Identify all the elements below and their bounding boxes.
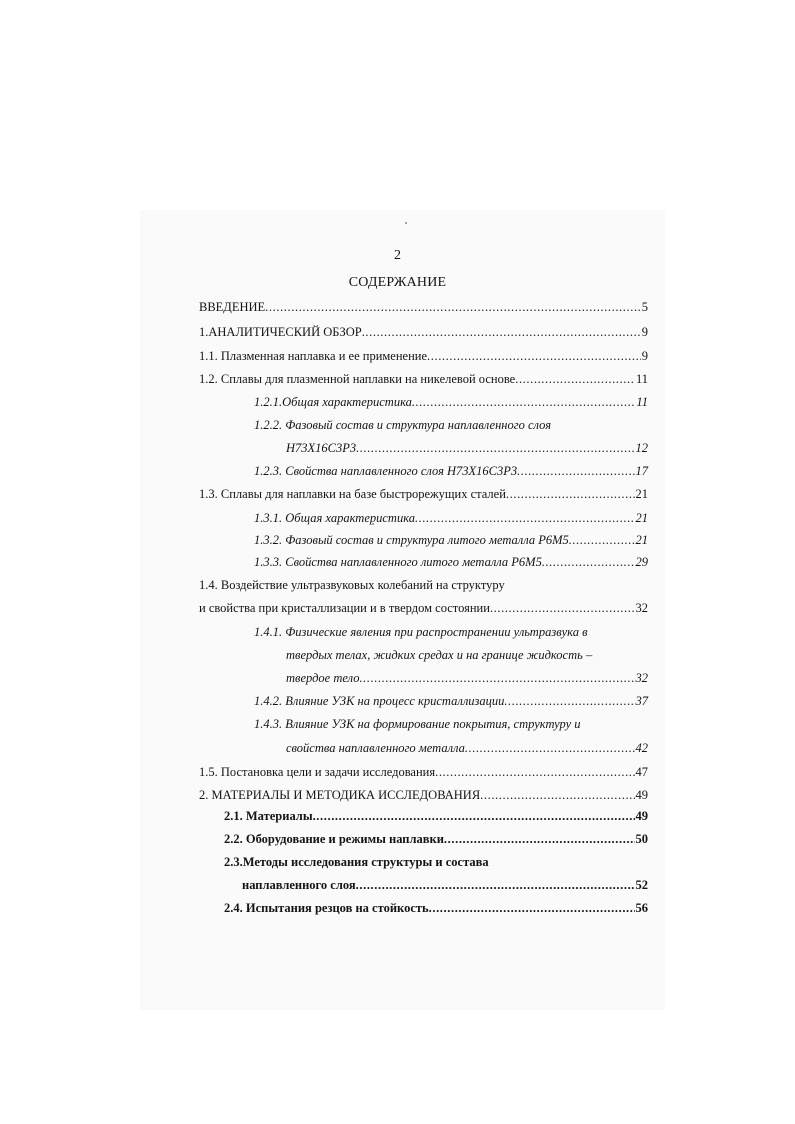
- toc-page: 21: [635, 511, 648, 525]
- toc-entry-1-2-2-line1: 1.2.2. Фазовый состав и структура наплавленного слоя: [254, 418, 552, 432]
- toc-entry-1-4-line1: 1.4. Воздействие ультразвуковых колебаний на структуру: [199, 578, 505, 592]
- toc-entry-1-3-3: [254, 552, 648, 572]
- toc-entry-2-2: [224, 829, 648, 849]
- toc-label: 1.2.1.Общая характеристика: [254, 395, 412, 409]
- toc-page: 12: [635, 441, 648, 455]
- dot-leader: [359, 668, 634, 688]
- dot-leader: [506, 484, 635, 504]
- toc-entry-1-4-3-line1: 1.4.3. Влияние УЗК на формирование покрытия, структуру и: [254, 717, 581, 731]
- dot-leader: [356, 875, 635, 895]
- toc-entry-1-3-2: [254, 530, 648, 550]
- dot-leader: [569, 530, 635, 550]
- toc-page: 5: [641, 300, 648, 314]
- dot-leader: [313, 806, 635, 826]
- dot-leader: [444, 829, 635, 849]
- dot-leader: [480, 785, 634, 805]
- toc-entry-1-4-1-line2: твердых телах, жидких средах и на границе жидкость –: [286, 648, 593, 662]
- toc-label: и свойства при кристаллизации и в твердом состоянии: [199, 601, 490, 615]
- page-number: 2: [394, 248, 401, 263]
- dot-leader: [504, 691, 634, 711]
- toc-entry-1-2-3: [254, 461, 648, 481]
- toc-label: ВВЕДЕНИЕ: [199, 300, 266, 314]
- toc-entry-2: [199, 785, 648, 805]
- toc-page: 11: [636, 395, 648, 409]
- toc-entry-introduction: [199, 297, 648, 317]
- toc-entry-1-4-2: [254, 691, 648, 711]
- toc-page: 37: [635, 694, 648, 708]
- toc-page: 52: [635, 878, 648, 892]
- toc-label: наплавленного слоя: [242, 878, 356, 892]
- toc-entry-1-4-1: [286, 668, 648, 688]
- toc-label: твердое тело: [286, 671, 360, 685]
- toc-page: 49: [635, 788, 648, 802]
- dot-leader: [490, 598, 635, 618]
- toc-page: 17: [635, 464, 648, 478]
- toc-label: 1.5. Постановка цели и задачи исследования: [199, 765, 436, 779]
- toc-entry-1-4: [199, 598, 648, 618]
- toc-label: 1.3. Сплавы для наплавки на базе быстрорежущих сталей: [199, 487, 506, 501]
- dot-leader: [265, 297, 641, 317]
- toc-label: свойства наплавленного металла: [286, 741, 465, 755]
- toc-page: 32: [635, 671, 648, 685]
- toc-label: 2.2. Оборудование и режимы наплавки: [224, 832, 444, 846]
- toc-label: 1.2.3. Свойства наплавленного слоя Н73Х16С3Р3: [254, 464, 518, 478]
- dot-leader: [429, 898, 635, 918]
- dot-leader: [515, 369, 635, 389]
- toc-label: 1.2. Сплавы для плазменной наплавки на никелевой основе: [199, 372, 516, 386]
- toc-page: 47: [635, 765, 648, 779]
- toc-entry-1: [199, 322, 648, 342]
- toc-page: 32: [635, 601, 648, 615]
- toc-entry-2-1: [224, 806, 648, 826]
- page-title: СОДЕРЖАНИЕ: [348, 275, 447, 290]
- toc-page: 21: [635, 487, 648, 501]
- dot-leader: [412, 392, 636, 412]
- dot-leader: [427, 346, 641, 366]
- toc-page: 9: [641, 325, 648, 339]
- toc-entry-1-2-1: [254, 392, 648, 412]
- toc-page: 56: [635, 901, 648, 915]
- toc-entry-1-3-1: [254, 508, 648, 528]
- toc-entry-1-3: [199, 484, 648, 504]
- toc-entry-1-1: [199, 346, 648, 366]
- dot-leader: [542, 552, 635, 572]
- toc-entry-1-4-1-line1: 1.4.1. Физические явления при распространении ультразвука в: [254, 625, 588, 639]
- toc-label: 1.3.1. Общая характеристика: [254, 511, 415, 525]
- toc-label: 2. МАТЕРИАЛЫ И МЕТОДИКА ИССЛЕДОВАНИЯ: [199, 788, 481, 802]
- toc-entry-1-2: [199, 369, 648, 389]
- toc-page: 11: [635, 372, 648, 386]
- toc-label: 1.АНАЛИТИЧЕСКИЙ ОБЗОР: [199, 325, 362, 339]
- toc-label: Н73Х16С3Р3: [286, 441, 357, 455]
- toc-page: 21: [635, 533, 648, 547]
- toc-page: 9: [641, 349, 648, 363]
- dot-leader: [356, 438, 634, 458]
- toc-page: 29: [635, 555, 648, 569]
- dot-leader: [415, 508, 635, 528]
- toc-entry-1-2-2: [286, 438, 648, 458]
- dot-leader: [362, 322, 641, 342]
- toc-entry-2-3: [242, 875, 648, 895]
- dot-leader: [517, 461, 634, 481]
- toc-label: 1.4.2. Влияние УЗК на процесс кристаллизации: [254, 694, 505, 708]
- toc-entry-2-3-line1: 2.3.Методы исследования структуры и состава: [224, 855, 489, 869]
- toc-label: 1.3.2. Фазовый состав и структура литого металла Р6М5: [254, 533, 569, 547]
- toc-label: 1.1. Плазменная наплавка и ее применение: [199, 349, 428, 363]
- toc-page: 49: [635, 809, 648, 823]
- toc-label: 2.4. Испытания резцов на стойкость: [224, 901, 429, 915]
- toc-label: 1.3.3. Свойства наплавленного литого металла Р6М5: [254, 555, 542, 569]
- toc-entry-1-4-3: [286, 738, 648, 758]
- toc-entry-2-4: [224, 898, 648, 918]
- toc-entry-1-5: [199, 762, 648, 782]
- dot-leader: [465, 738, 635, 758]
- dot-leader: [435, 762, 634, 782]
- toc-label: 2.1. Материалы: [224, 809, 313, 823]
- toc-page: 50: [635, 832, 648, 846]
- toc-page: 42: [635, 741, 648, 755]
